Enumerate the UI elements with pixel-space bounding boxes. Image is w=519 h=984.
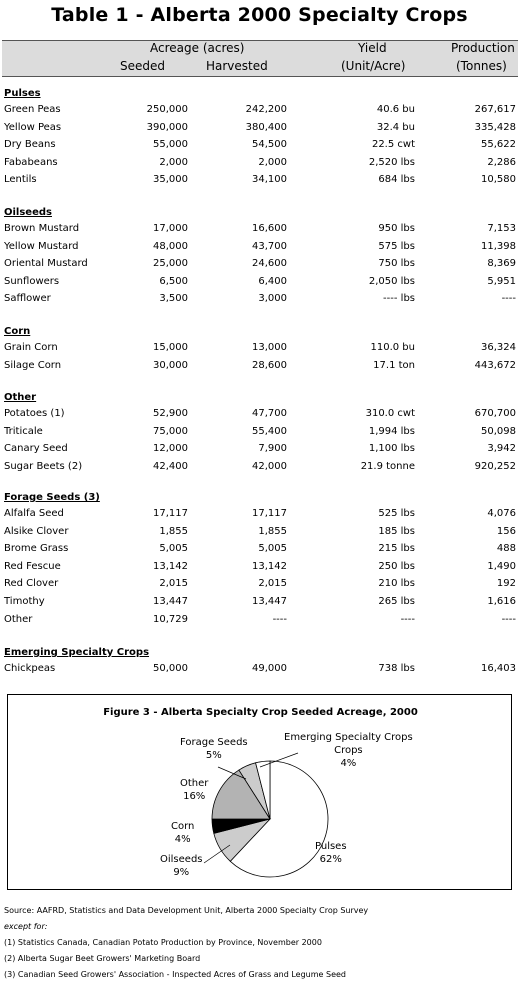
table-row	[0, 342, 519, 359]
production-value: ----	[501, 293, 516, 304]
table-row	[0, 443, 519, 460]
seeded-header: Seeded	[120, 59, 165, 73]
seeded-acres: 2,015	[159, 578, 188, 589]
harvested-acres: 3,000	[258, 293, 287, 304]
production-value: ----	[501, 614, 516, 625]
production-value: 335,428	[474, 122, 516, 133]
acreage-header: Acreage (acres)	[150, 41, 245, 55]
yield-value: 525 lbs	[378, 508, 415, 519]
production-value: 36,324	[481, 342, 516, 353]
seeded-acres: 10,729	[153, 614, 188, 625]
crop-name: Yellow Peas	[4, 122, 62, 133]
table-row	[0, 508, 519, 525]
yield-unit-header: (Unit/Acre)	[341, 59, 406, 73]
crop-name: Other	[4, 614, 33, 625]
table-row	[0, 426, 519, 443]
table-row	[0, 526, 519, 543]
seeded-acres: 55,000	[153, 139, 188, 150]
seeded-acres: 75,000	[153, 426, 188, 437]
footnote-1: (1) Statistics Canada, Canadian Potato Production by Province, November 2000	[4, 938, 322, 947]
yield-value: 17.1 ton	[373, 360, 415, 371]
seeded-acres: 1,855	[159, 526, 188, 537]
crop-name: Red Clover	[4, 578, 59, 589]
pie-label-pulses: Pulses 62%	[315, 841, 347, 865]
footnote-2: (2) Alberta Sugar Beet Growers' Marketing Board	[4, 954, 201, 963]
seeded-acres: 3,500	[159, 293, 188, 304]
table-row	[0, 578, 519, 595]
crop-name: Alsike Clover	[4, 526, 69, 537]
crop-name: Fababeans	[4, 157, 58, 168]
production-value: 1,616	[487, 596, 516, 607]
seeded-acres: 52,900	[153, 408, 188, 419]
harvested-acres: 24,600	[252, 258, 287, 269]
yield-value: 21.9 tonne	[360, 461, 415, 472]
production-value: 488	[496, 543, 516, 554]
production-value: 670,700	[474, 408, 516, 419]
section-header: Pulses	[4, 88, 41, 99]
table-row	[0, 561, 519, 578]
table-row	[0, 293, 519, 310]
seeded-acres: 13,142	[153, 561, 188, 572]
production-value: 2,286	[487, 157, 516, 168]
section-header: Corn	[4, 326, 31, 337]
crop-name: Sugar Beets (2)	[4, 461, 83, 472]
harvested-acres: 43,700	[252, 241, 287, 252]
production-value: 192	[496, 578, 516, 589]
table-row	[0, 663, 519, 680]
table-row	[0, 258, 519, 275]
pie-label-other: Other 16%	[180, 778, 209, 802]
yield-value: 40.6 bu	[376, 104, 415, 115]
pie-label-forage-seeds: Forage Seeds 5%	[180, 737, 248, 761]
harvested-acres: 7,900	[258, 443, 287, 454]
production-value: 16,403	[481, 663, 516, 674]
table-row	[0, 223, 519, 240]
header-top-rule	[2, 40, 518, 41]
yield-value: 1,994 lbs	[368, 426, 415, 437]
harvested-acres: 13,447	[252, 596, 287, 607]
crop-name: Chickpeas	[4, 663, 56, 674]
seeded-acres: 35,000	[153, 174, 188, 185]
harvested-acres: 6,400	[258, 276, 287, 287]
section-header: Oilseeds	[4, 207, 52, 218]
harvested-acres: 42,000	[252, 461, 287, 472]
seeded-acres: 250,000	[146, 104, 188, 115]
crop-name: Oriental Mustard	[4, 258, 88, 269]
section-header: Emerging Specialty Crops	[4, 647, 150, 658]
crop-name: Lentils	[4, 174, 37, 185]
yield-header: Yield	[358, 41, 387, 55]
table-row	[0, 360, 519, 377]
production-value: 5,951	[487, 276, 516, 287]
harvested-header: Harvested	[206, 59, 268, 73]
production-value: 267,617	[474, 104, 516, 115]
crop-name: Canary Seed	[4, 443, 68, 454]
table-title: Table 1 - Alberta 2000 Specialty Crops	[51, 4, 468, 26]
harvested-acres: 47,700	[252, 408, 287, 419]
crop-name: Grain Corn	[4, 342, 58, 353]
table-row	[0, 157, 519, 174]
figure-box	[7, 694, 512, 890]
yield-value: ----	[400, 614, 415, 625]
table-row	[0, 104, 519, 121]
harvested-acres: 34,100	[252, 174, 287, 185]
seeded-acres: 17,000	[153, 223, 188, 234]
seeded-acres: 48,000	[153, 241, 188, 252]
crop-name: Red Fescue	[4, 561, 61, 572]
seeded-acres: 42,400	[153, 461, 188, 472]
seeded-acres: 2,000	[159, 157, 188, 168]
yield-value: ---- lbs	[383, 293, 415, 304]
production-value: 55,622	[481, 139, 516, 150]
yield-value: 210 lbs	[378, 578, 415, 589]
figure-title: Figure 3 - Alberta Specialty Crop Seeded Acreage, 2000	[103, 707, 418, 718]
yield-value: 215 lbs	[378, 543, 415, 554]
seeded-acres: 12,000	[153, 443, 188, 454]
yield-value: 2,520 lbs	[368, 157, 415, 168]
harvested-acres: 28,600	[252, 360, 287, 371]
harvested-acres: 1,855	[258, 526, 287, 537]
pie-label-oilseeds: Oilseeds 9%	[160, 854, 203, 878]
pie-label-emerging: Emerging Specialty Crops Crops 4%	[284, 732, 413, 769]
harvested-acres: 380,400	[245, 122, 287, 133]
production-value: 443,672	[474, 360, 516, 371]
table-row	[0, 596, 519, 613]
yield-value: 250 lbs	[378, 561, 415, 572]
seeded-acres: 390,000	[146, 122, 188, 133]
crop-name: Green Peas	[4, 104, 61, 115]
harvested-acres: 242,200	[245, 104, 287, 115]
crop-name: Brome Grass	[4, 543, 69, 554]
yield-value: 575 lbs	[378, 241, 415, 252]
crop-name: Alfalfa Seed	[4, 508, 64, 519]
production-value: 11,398	[481, 241, 516, 252]
seeded-acres: 30,000	[153, 360, 188, 371]
pie-chart	[8, 695, 513, 891]
yield-value: 2,050 lbs	[368, 276, 415, 287]
seeded-acres: 17,117	[153, 508, 188, 519]
table-row	[0, 241, 519, 258]
except-note: except for:	[4, 922, 48, 931]
production-value: 156	[496, 526, 516, 537]
production-value: 4,076	[487, 508, 516, 519]
harvested-acres: 2,000	[258, 157, 287, 168]
section-header: Other	[4, 392, 37, 403]
harvested-acres: 5,005	[258, 543, 287, 554]
production-value: 920,252	[474, 461, 516, 472]
production-value: 7,153	[487, 223, 516, 234]
harvested-acres: 16,600	[252, 223, 287, 234]
table-row	[0, 276, 519, 293]
table-row	[0, 174, 519, 191]
table-row	[0, 139, 519, 156]
table-row	[0, 614, 519, 631]
seeded-acres: 13,447	[153, 596, 188, 607]
seeded-acres: 6,500	[159, 276, 188, 287]
yield-value: 32.4 bu	[376, 122, 415, 133]
table-row	[0, 408, 519, 425]
yield-value: 185 lbs	[378, 526, 415, 537]
crop-name: Brown Mustard	[4, 223, 80, 234]
harvested-acres: 17,117	[252, 508, 287, 519]
yield-value: 110.0 bu	[370, 342, 415, 353]
section-header: Forage Seeds (3)	[4, 492, 100, 503]
footnote-3: (3) Canadian Seed Growers' Association - Inspected Acres of Grass and Legume Seed	[4, 970, 347, 979]
crop-name: Dry Beans	[4, 139, 56, 150]
table-row	[0, 122, 519, 139]
harvested-acres: 2,015	[258, 578, 287, 589]
crop-name: Triticale	[4, 426, 43, 437]
table-row	[0, 461, 519, 478]
production-value: 1,490	[487, 561, 516, 572]
production-unit-header: (Tonnes)	[456, 59, 507, 73]
harvested-acres: 13,000	[252, 342, 287, 353]
seeded-acres: 15,000	[153, 342, 188, 353]
source-note: Source: AAFRD, Statistics and Data Development Unit, Alberta 2000 Specialty Crop Survey	[4, 906, 369, 915]
yield-value: 310.0 cwt	[365, 408, 415, 419]
crop-name: Yellow Mustard	[4, 241, 79, 252]
production-header: Production	[451, 41, 515, 55]
yield-value: 1,100 lbs	[368, 443, 415, 454]
header-bottom-rule	[2, 76, 518, 77]
yield-value: 684 lbs	[378, 174, 415, 185]
harvested-acres: 49,000	[252, 663, 287, 674]
crop-name: Timothy	[4, 596, 45, 607]
crop-name: Potatoes (1)	[4, 408, 65, 419]
seeded-acres: 5,005	[159, 543, 188, 554]
harvested-acres: 55,400	[252, 426, 287, 437]
yield-value: 738 lbs	[378, 663, 415, 674]
crop-name: Sunflowers	[4, 276, 60, 287]
seeded-acres: 50,000	[153, 663, 188, 674]
crop-name: Silage Corn	[4, 360, 62, 371]
seeded-acres: 25,000	[153, 258, 188, 269]
yield-value: 265 lbs	[378, 596, 415, 607]
pie-label-corn: Corn 4%	[171, 821, 195, 845]
harvested-acres: 54,500	[252, 139, 287, 150]
production-value: 10,580	[481, 174, 516, 185]
harvested-acres: ----	[272, 614, 287, 625]
harvested-acres: 13,142	[252, 561, 287, 572]
production-value: 3,942	[487, 443, 516, 454]
table-row	[0, 543, 519, 560]
production-value: 8,369	[487, 258, 516, 269]
yield-value: 950 lbs	[378, 223, 415, 234]
yield-value: 750 lbs	[378, 258, 415, 269]
crop-name: Safflower	[4, 293, 51, 304]
production-value: 50,098	[481, 426, 516, 437]
yield-value: 22.5 cwt	[371, 139, 415, 150]
